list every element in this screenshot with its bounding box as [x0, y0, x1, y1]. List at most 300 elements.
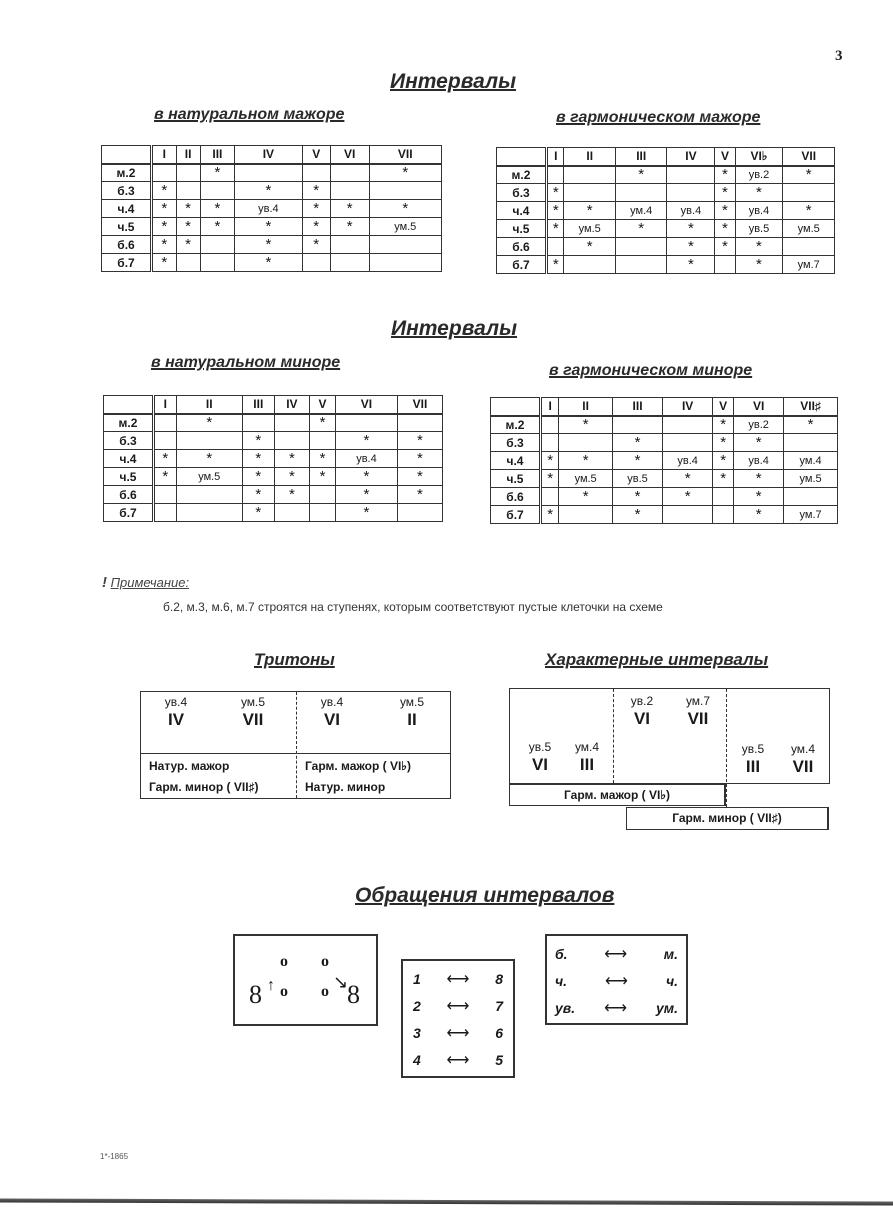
column-header: II	[176, 396, 242, 414]
inversion-row: ч. ⟷ ч.	[555, 972, 678, 990]
table-row	[102, 164, 442, 182]
page-edge-line	[0, 1198, 893, 1205]
interval-label: ув.2	[630, 694, 654, 708]
empty-cell	[200, 254, 235, 272]
interval-label: ув.5	[528, 740, 552, 754]
row-label: м.2	[491, 416, 541, 434]
empty-cell	[397, 504, 442, 522]
asterisk-mark: *	[336, 468, 398, 486]
row-label: б.3	[102, 182, 152, 200]
empty-cell	[564, 166, 616, 184]
asterisk-mark: *	[663, 470, 713, 488]
asterisk-mark: *	[713, 416, 734, 434]
empty-cell	[310, 486, 336, 504]
column-header: V	[715, 148, 735, 166]
asterisk-mark: *	[667, 238, 715, 256]
char-pair	[615, 694, 669, 729]
column-header: VII	[397, 396, 442, 414]
asterisk-mark: *	[200, 200, 235, 218]
empty-cell	[541, 488, 559, 506]
asterisk-mark: *	[613, 488, 663, 506]
char-pair	[560, 740, 614, 775]
empty-cell	[667, 184, 715, 202]
empty-cell	[176, 504, 242, 522]
mode-label: Натур. мажор	[149, 759, 230, 773]
empty-cell	[330, 182, 369, 200]
empty-cell	[154, 486, 177, 504]
row-label: б.7	[104, 504, 154, 522]
corner-cell	[104, 396, 154, 414]
degree-label: III	[745, 757, 761, 776]
row-label: б.7	[491, 506, 541, 524]
empty-cell	[310, 432, 336, 450]
inversions-title: Обращения интервалов	[355, 884, 615, 907]
harmonic-major-table	[496, 147, 835, 274]
column-header: IV	[274, 396, 309, 414]
natural-minor-title: в натуральном миноре	[151, 354, 341, 371]
octave-left: 8	[249, 980, 262, 1009]
asterisk-mark: *	[713, 434, 734, 452]
interval-cell: ум.7	[784, 506, 838, 524]
asterisk-mark: *	[242, 450, 274, 468]
asterisk-mark: *	[369, 164, 441, 182]
asterisk-mark: *	[564, 238, 616, 256]
table-row	[102, 254, 442, 272]
asterisk-mark: *	[559, 452, 613, 470]
empty-cell	[176, 164, 200, 182]
empty-cell	[715, 256, 735, 274]
note-text: б.2, м.3, м.6, м.7 строятся на ступенях, которым соответствуют пустые клеточки на схеме	[163, 600, 663, 614]
degree-label: VI	[323, 710, 341, 729]
asterisk-mark: *	[547, 184, 564, 202]
interval-cell: ув.2	[734, 416, 784, 434]
interval-cell: ув.2	[735, 166, 783, 184]
asterisk-mark: *	[152, 254, 177, 272]
interval-cell: ум.5	[559, 470, 613, 488]
asterisk-mark: *	[734, 506, 784, 524]
note-head: o	[280, 983, 288, 1000]
empty-cell	[154, 504, 177, 522]
asterisk-mark: *	[397, 468, 442, 486]
column-header: VII♯	[784, 398, 838, 416]
degree-label: VI	[633, 709, 651, 728]
column-header: VI	[336, 396, 398, 414]
natural-minor-table	[103, 395, 443, 522]
row-label: б.6	[497, 238, 547, 256]
asterisk-mark: *	[242, 504, 274, 522]
asterisk-mark: *	[397, 450, 442, 468]
empty-cell	[154, 414, 177, 432]
table-row	[491, 470, 838, 488]
interval-label: ум.7	[685, 694, 711, 708]
asterisk-mark: *	[176, 200, 200, 218]
table-row	[491, 434, 838, 452]
asterisk-mark: *	[734, 434, 784, 452]
interval-label: ув.5	[741, 742, 765, 756]
asterisk-mark: *	[336, 486, 398, 504]
column-header: IV	[667, 148, 715, 166]
asterisk-mark: *	[235, 218, 302, 236]
mode-label: Гарм. мажор ( VI♭)	[305, 759, 411, 773]
degree-label: IV	[167, 710, 185, 729]
degree-label: VII	[687, 709, 709, 728]
asterisk-mark: *	[336, 504, 398, 522]
asterisk-mark: *	[547, 256, 564, 274]
tritones-title: Тритоны	[254, 650, 335, 669]
asterisk-mark: *	[613, 452, 663, 470]
empty-cell	[783, 184, 835, 202]
row-label: б.3	[491, 434, 541, 452]
asterisk-mark: *	[713, 452, 734, 470]
asterisk-mark: *	[783, 166, 835, 184]
asterisk-mark: *	[559, 416, 613, 434]
row-label: ч.5	[491, 470, 541, 488]
interval-cell: ум.4	[784, 452, 838, 470]
asterisk-mark: *	[735, 256, 783, 274]
asterisk-mark: *	[397, 486, 442, 504]
interval-label: ум.5	[240, 695, 266, 709]
corner-cell	[497, 148, 547, 166]
tritone-pair	[377, 695, 447, 730]
asterisk-mark: *	[784, 416, 838, 434]
interval-cell: ум.5	[784, 470, 838, 488]
characteristic-title: Характерные интервалы	[545, 650, 769, 669]
empty-cell	[667, 166, 715, 184]
empty-cell	[713, 488, 734, 506]
empty-cell	[176, 486, 242, 504]
asterisk-mark: *	[735, 238, 783, 256]
characteristic-box	[509, 688, 830, 784]
mode-label: Гарм. минор ( VII♯)	[149, 780, 259, 794]
empty-cell	[663, 416, 713, 434]
table-row	[104, 414, 443, 432]
asterisk-mark: *	[242, 486, 274, 504]
harmonic-minor-label: Гарм. минор ( VII♯)	[626, 807, 829, 830]
table-row	[102, 236, 442, 254]
asterisk-mark: *	[330, 200, 369, 218]
octave-right: 8	[347, 980, 360, 1009]
empty-cell	[663, 506, 713, 524]
empty-cell	[615, 184, 667, 202]
column-header: I	[547, 148, 564, 166]
asterisk-mark: *	[615, 166, 667, 184]
asterisk-mark: *	[152, 200, 177, 218]
asterisk-mark: *	[564, 202, 616, 220]
empty-cell	[200, 236, 235, 254]
degree-label: II	[407, 710, 417, 729]
table-row	[497, 238, 835, 256]
column-header: I	[154, 396, 177, 414]
row-label: б.6	[102, 236, 152, 254]
asterisk-mark: *	[154, 450, 177, 468]
empty-cell	[564, 184, 616, 202]
asterisk-mark: *	[559, 488, 613, 506]
interval-cell: ув.4	[667, 202, 715, 220]
row-label: б.7	[497, 256, 547, 274]
interval-cell: ум.5	[176, 468, 242, 486]
asterisk-mark: *	[302, 200, 330, 218]
asterisk-mark: *	[541, 506, 559, 524]
empty-cell	[784, 488, 838, 506]
interval-cell: ув.4	[663, 452, 713, 470]
empty-cell	[242, 414, 274, 432]
empty-cell	[559, 434, 613, 452]
double-arrow-icon: ⟷	[446, 1051, 470, 1069]
interval-cell: ум.4	[615, 202, 667, 220]
row-label: б.3	[497, 184, 547, 202]
asterisk-mark: *	[330, 218, 369, 236]
asterisk-mark: *	[734, 488, 784, 506]
asterisk-mark: *	[715, 238, 735, 256]
inversion-row: 4 ⟷ 5	[413, 1051, 503, 1069]
asterisk-mark: *	[613, 434, 663, 452]
column-header: V	[302, 146, 330, 164]
note-head: o	[321, 983, 329, 1000]
inversion-row: б. ⟷ м.	[555, 945, 678, 963]
asterisk-mark: *	[310, 450, 336, 468]
tritone-pair	[141, 695, 211, 730]
column-header: I	[152, 146, 177, 164]
empty-cell	[713, 506, 734, 524]
inversion-qualities-box	[545, 934, 688, 1025]
asterisk-mark: *	[547, 202, 564, 220]
empty-cell	[615, 238, 667, 256]
asterisk-mark: *	[154, 468, 177, 486]
asterisk-mark: *	[734, 470, 784, 488]
asterisk-mark: *	[274, 450, 309, 468]
harmonic-major-title: в гармоническом мажоре	[556, 109, 761, 126]
tritones-box	[140, 691, 451, 799]
row-label: м.2	[497, 166, 547, 184]
table-row	[491, 506, 838, 524]
asterisk-mark: *	[715, 202, 735, 220]
asterisk-mark: *	[667, 220, 715, 238]
empty-cell	[369, 182, 441, 200]
note-head: o	[280, 953, 288, 970]
mode-label: Натур. минор	[305, 780, 386, 794]
interval-cell: ув.4	[735, 202, 783, 220]
column-header: IV	[663, 398, 713, 416]
row-label: б.3	[104, 432, 154, 450]
asterisk-mark: *	[613, 506, 663, 524]
empty-cell	[274, 414, 309, 432]
empty-cell	[302, 164, 330, 182]
natural-major-table	[101, 145, 442, 272]
table-row	[104, 486, 443, 504]
row-label: м.2	[102, 164, 152, 182]
asterisk-mark: *	[735, 184, 783, 202]
empty-cell	[615, 256, 667, 274]
minor-section-title: Интервалы	[391, 317, 518, 340]
asterisk-mark: *	[615, 220, 667, 238]
footer-code: 1*-1865	[100, 1152, 129, 1161]
row-label: б.7	[102, 254, 152, 272]
asterisk-mark: *	[310, 414, 336, 432]
column-header: VI	[330, 146, 369, 164]
empty-cell	[274, 432, 309, 450]
column-header: VII	[369, 146, 441, 164]
inversion-row: 1 ⟷ 8	[413, 970, 503, 988]
asterisk-mark: *	[152, 236, 177, 254]
empty-cell	[369, 254, 441, 272]
row-label: ч.4	[104, 450, 154, 468]
double-arrow-icon: ⟷	[446, 1024, 470, 1042]
asterisk-mark: *	[336, 432, 398, 450]
asterisk-mark: *	[310, 468, 336, 486]
empty-cell	[274, 504, 309, 522]
empty-cell	[154, 432, 177, 450]
asterisk-mark: *	[713, 470, 734, 488]
interval-cell: ув.4	[235, 200, 302, 218]
double-arrow-icon: ⟷	[446, 997, 470, 1015]
interval-label: ум.4	[574, 740, 600, 754]
interval-cell: ув.4	[734, 452, 784, 470]
empty-cell	[559, 506, 613, 524]
row-label: б.6	[491, 488, 541, 506]
degree-label: VII	[792, 757, 814, 776]
asterisk-mark: *	[152, 218, 177, 236]
column-header: III	[613, 398, 663, 416]
row-label: б.6	[104, 486, 154, 504]
asterisk-mark: *	[369, 200, 441, 218]
char-pair	[776, 742, 830, 777]
column-header: VI	[734, 398, 784, 416]
column-header: IV	[235, 146, 302, 164]
asterisk-mark: *	[235, 182, 302, 200]
note-head: o	[321, 953, 329, 970]
double-arrow-icon: ⟷	[605, 972, 628, 990]
column-header: II	[564, 148, 616, 166]
interval-label: ув.4	[320, 695, 344, 709]
corner-cell	[491, 398, 541, 416]
empty-cell	[547, 238, 564, 256]
empty-cell	[336, 414, 398, 432]
asterisk-mark: *	[235, 254, 302, 272]
empty-cell	[547, 166, 564, 184]
note-title: Примечание:	[110, 575, 190, 590]
empty-cell	[176, 254, 200, 272]
table-row	[102, 218, 442, 236]
table-row	[491, 416, 838, 434]
double-arrow-icon: ⟷	[604, 945, 628, 963]
char-pair	[513, 740, 567, 775]
row-label: ч.5	[104, 468, 154, 486]
tritones-left-half	[141, 692, 296, 798]
inversion-staff-example	[233, 934, 378, 1026]
column-header: II	[176, 146, 200, 164]
column-header: III	[242, 396, 274, 414]
empty-cell	[302, 254, 330, 272]
empty-cell	[783, 238, 835, 256]
asterisk-mark: *	[715, 166, 735, 184]
asterisk-mark: *	[176, 414, 242, 432]
asterisk-mark: *	[302, 182, 330, 200]
empty-cell	[330, 254, 369, 272]
interval-cell: ув.4	[336, 450, 398, 468]
asterisk-mark: *	[667, 256, 715, 274]
double-arrow-icon: ⟷	[446, 970, 470, 988]
table-row	[104, 504, 443, 522]
empty-cell	[613, 416, 663, 434]
asterisk-mark: *	[274, 486, 309, 504]
asterisk-mark: *	[783, 202, 835, 220]
column-header: III	[200, 146, 235, 164]
double-arrow-icon: ⟷	[604, 999, 628, 1017]
tritone-pair	[297, 695, 367, 730]
arrow-up-icon: ↑	[267, 977, 275, 994]
asterisk-mark: *	[397, 432, 442, 450]
inversion-row: ув. ⟷ ум.	[555, 999, 678, 1017]
interval-label: ум.4	[790, 742, 816, 756]
interval-cell: ум.5	[369, 218, 441, 236]
natural-major-title: в натуральном мажоре	[154, 106, 345, 123]
asterisk-mark: *	[235, 236, 302, 254]
char-pair	[726, 742, 780, 777]
column-header: III	[615, 148, 667, 166]
harmonic-minor-table	[490, 397, 838, 524]
row-label: ч.5	[497, 220, 547, 238]
asterisk-mark: *	[200, 164, 235, 182]
page-number: 3	[835, 48, 843, 64]
column-header: V	[713, 398, 734, 416]
empty-cell	[663, 434, 713, 452]
column-header: V	[310, 396, 336, 414]
asterisk-mark: *	[541, 452, 559, 470]
row-label: ч.4	[102, 200, 152, 218]
asterisk-mark: *	[152, 182, 177, 200]
row-label: ч.4	[497, 202, 547, 220]
note-heading	[102, 574, 189, 591]
asterisk-mark: *	[274, 468, 309, 486]
asterisk-mark: *	[541, 470, 559, 488]
asterisk-mark: *	[715, 220, 735, 238]
empty-cell	[369, 236, 441, 254]
degree-label: VII	[242, 710, 264, 729]
row-label: м.2	[104, 414, 154, 432]
empty-cell	[330, 236, 369, 254]
asterisk-mark: *	[200, 218, 235, 236]
empty-cell	[541, 416, 559, 434]
tritones-right-half	[296, 692, 451, 798]
exclamation-icon: !	[102, 574, 107, 591]
row-label: ч.4	[491, 452, 541, 470]
inversion-row: 3 ⟷ 6	[413, 1024, 503, 1042]
table-row	[497, 184, 835, 202]
table-row	[491, 452, 838, 470]
column-header: VII	[783, 148, 835, 166]
interval-cell: ум.5	[783, 220, 835, 238]
interval-cell: ум.7	[783, 256, 835, 274]
interval-cell: ум.5	[564, 220, 616, 238]
table-row	[102, 182, 442, 200]
empty-cell	[564, 256, 616, 274]
asterisk-mark: *	[302, 218, 330, 236]
table-row	[497, 220, 835, 238]
empty-cell	[397, 414, 442, 432]
interval-cell: ув.5	[735, 220, 783, 238]
harmonic-minor-title: в гармоническом миноре	[549, 362, 753, 379]
table-row	[104, 432, 443, 450]
degree-label: VI	[531, 755, 549, 774]
major-section-title: Интервалы	[390, 70, 517, 93]
asterisk-mark: *	[242, 468, 274, 486]
empty-cell	[235, 164, 302, 182]
asterisk-mark: *	[176, 236, 200, 254]
table-row	[102, 200, 442, 218]
empty-cell	[176, 182, 200, 200]
asterisk-mark: *	[715, 184, 735, 202]
row-label: ч.5	[102, 218, 152, 236]
